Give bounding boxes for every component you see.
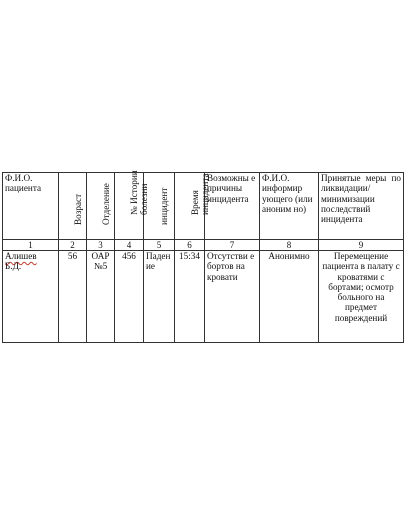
cell-history-number: 456: [115, 251, 144, 343]
col-num-6: 6: [175, 240, 205, 251]
cell-causes: Отсутстви е бортов на кровати: [205, 251, 260, 343]
header-causes: Возможны е причины инцидента: [205, 173, 260, 240]
incident-table: [2, 172, 404, 343]
header-name: Ф.И.О. пациента: [3, 173, 59, 240]
header-incident: инцидент: [144, 173, 175, 240]
col-num-1: 1: [3, 240, 59, 251]
cell-department: ОАР №5: [87, 251, 115, 343]
header-time: Время инцидента: [175, 173, 205, 240]
cell-age: 56: [59, 251, 87, 343]
col-num-7: 7: [205, 240, 260, 251]
cell-informer: Анонимно: [260, 251, 319, 343]
col-num-2: 2: [59, 240, 87, 251]
col-num-4: 4: [115, 240, 144, 251]
header-history-number: № Истории болезни: [115, 173, 144, 240]
patient-initials: Б.Д.: [5, 261, 22, 272]
header-measures: Принятые меры по ликвидации/ минимизации последствий инцидента: [319, 173, 404, 240]
cell-measures: Перемещение пациента в палату с кроватями с бортами; осмотр больного на предмет повреждений: [319, 251, 404, 343]
column-number-row: [3, 240, 404, 251]
col-num-5: 5: [144, 240, 175, 251]
cell-incident: Паден ие: [144, 251, 175, 343]
col-num-8: 8: [260, 240, 319, 251]
header-department: Отделение: [87, 173, 115, 240]
cell-time: 15:34: [175, 251, 205, 343]
table-row: [3, 251, 404, 343]
header-age: Возраст: [59, 173, 87, 240]
header-informer: Ф.И.О. информир ующего (или аноним но): [260, 173, 319, 240]
header-row: [3, 173, 404, 240]
col-num-9: 9: [319, 240, 404, 251]
patient-last-name: Алишев: [5, 251, 37, 261]
cell-patient-name: [3, 251, 59, 343]
col-num-3: 3: [87, 240, 115, 251]
